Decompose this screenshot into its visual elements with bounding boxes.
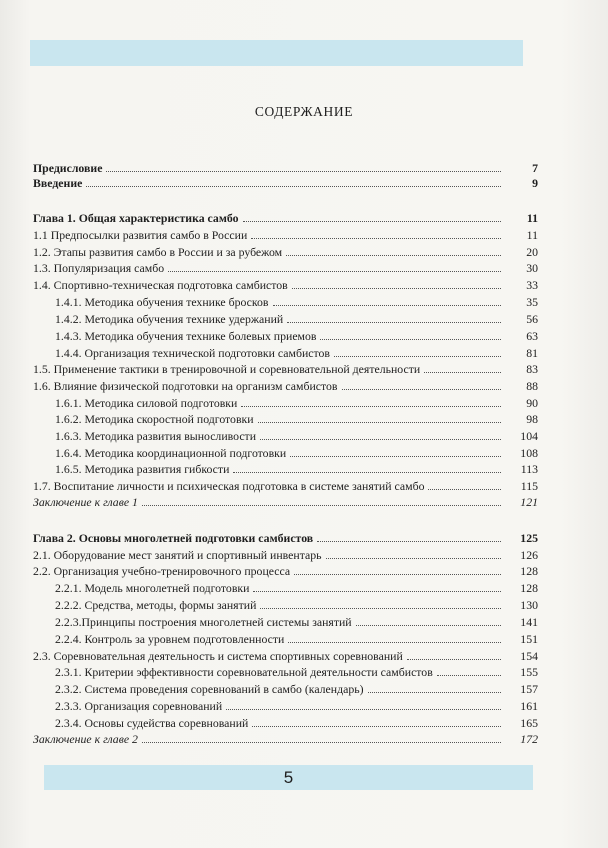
toc-entry-label: 1.4.4. Организация технической подготовки самбистов xyxy=(55,346,330,360)
toc-leader-dots xyxy=(290,455,501,457)
toc-entry xyxy=(33,344,538,360)
top-decorative-band xyxy=(30,40,523,66)
toc-entry-label: 1.6. Влияние физической подготовки на организм самбистов xyxy=(33,379,338,393)
toc-entry xyxy=(33,493,538,509)
toc-leader-dots xyxy=(142,504,501,506)
toc-entry-label: Глава 2. Основы многолетней подготовки самбистов xyxy=(33,531,314,545)
toc-leader-dots xyxy=(317,540,501,542)
toc-entry-page: 128 xyxy=(520,564,538,578)
toc-entry-label: 2.2.4. Контроль за уровнем подготовленности xyxy=(55,632,285,646)
toc-entry-page: 128 xyxy=(520,581,538,595)
toc-entry-label: 1.6.5. Методика развития гибкости xyxy=(55,462,230,476)
toc-entry xyxy=(33,697,538,713)
toc-entry-page: 56 xyxy=(526,312,538,326)
toc-entry xyxy=(33,546,538,562)
toc-entry-page: 33 xyxy=(526,278,538,292)
toc-leader-dots xyxy=(168,270,501,272)
toc-entry xyxy=(33,427,538,443)
toc-leader-dots xyxy=(407,658,501,660)
toc-entry-label: 1.6.2. Методика скоростной подготовки xyxy=(55,412,254,426)
toc-leader-dots xyxy=(260,607,501,609)
toc-entry xyxy=(33,377,538,393)
toc-entry-label: 2.3.3. Организация соревнований xyxy=(55,699,223,713)
toc-leader-dots xyxy=(252,725,501,727)
toc-entry-label: 1.7. Воспитание личности и психическая подготовка в системе занятий самбо xyxy=(33,479,425,493)
toc-leader-dots xyxy=(292,287,501,289)
toc-leader-dots xyxy=(86,185,501,187)
toc-leader-dots xyxy=(258,421,501,423)
toc-leader-dots xyxy=(368,691,501,693)
toc-entry xyxy=(33,730,538,746)
toc-entry-label: Глава 1. Общая характеристика самбо xyxy=(33,211,239,225)
toc-entry-page: 11 xyxy=(526,228,538,242)
toc-entry xyxy=(33,174,538,190)
toc-entry-page: 141 xyxy=(520,615,538,629)
toc-entry xyxy=(33,613,538,629)
toc-entry-label: 1.1 Предпосылки развития самбо в России xyxy=(33,228,248,242)
toc-entry xyxy=(33,562,538,578)
toc-entry-label: 2.3.2. Система проведения соревнований в самбо (календарь) xyxy=(55,682,364,696)
toc-entry-label: 1.3. Популяризация самбо xyxy=(33,261,165,275)
toc-entry-page: 88 xyxy=(526,379,538,393)
toc-entry-label: 2.1. Оборудование мест занятий и спортивный инвентарь xyxy=(33,548,322,562)
toc-entry-label: Введение xyxy=(33,176,83,190)
toc-entry-page: 125 xyxy=(520,531,538,545)
toc-leader-dots xyxy=(326,557,501,559)
toc-entry xyxy=(33,647,538,663)
toc-entry-page: 165 xyxy=(520,716,538,730)
page-title: СОДЕРЖАНИЕ xyxy=(254,104,354,119)
toc-entry-label: 2.2.2. Средства, методы, формы занятий xyxy=(55,598,257,612)
toc-entry xyxy=(33,477,538,493)
toc-leader-dots xyxy=(288,641,501,643)
toc-leader-dots xyxy=(356,624,501,626)
toc-entry-label: 1.2. Этапы развития самбо в России и за рубежом xyxy=(33,245,283,259)
toc-leader-dots xyxy=(253,590,501,592)
toc-entry xyxy=(33,159,538,175)
toc-entry xyxy=(33,579,538,595)
toc-entry xyxy=(33,310,538,326)
toc-entry-page: 151 xyxy=(520,632,538,646)
toc-entry-label: 2.3. Соревновательная деятельность и система спортивных соревнований xyxy=(33,649,403,663)
toc-leader-dots xyxy=(106,170,501,172)
toc-entry-label: 2.3.4. Основы судейства соревнований xyxy=(55,716,249,730)
toc-entry xyxy=(33,293,538,309)
toc-entry-page: 35 xyxy=(526,295,538,309)
toc-entry xyxy=(33,663,538,679)
toc-leader-dots xyxy=(342,388,501,390)
toc-entry-page: 155 xyxy=(520,665,538,679)
toc-entry-page: 98 xyxy=(526,412,538,426)
toc-entry-page: 7 xyxy=(532,161,538,175)
toc-entry-page: 161 xyxy=(520,699,538,713)
toc-entry-label: 1.6.4. Методика координационной подготовки xyxy=(55,446,287,460)
toc-leader-dots xyxy=(226,708,501,710)
toc-entry-label: 2.2. Организация учебно-тренировочного процесса xyxy=(33,564,291,578)
toc-entry-label: 1.5. Применение тактики в тренировочной и соревновательной деятельности xyxy=(33,362,421,376)
toc-entry xyxy=(33,630,538,646)
toc-entry xyxy=(33,596,538,612)
page-number: 5 xyxy=(283,768,294,787)
toc-leader-dots xyxy=(233,471,501,473)
toc-entry-page: 115 xyxy=(520,479,538,493)
toc-leader-dots xyxy=(243,220,501,222)
toc-entry xyxy=(33,327,538,343)
toc-leader-dots xyxy=(273,304,501,306)
toc-leader-dots xyxy=(334,355,501,357)
toc-entry-page: 81 xyxy=(526,346,538,360)
toc-entry xyxy=(33,460,538,476)
toc-entry xyxy=(33,680,538,696)
toc-entry-page: 90 xyxy=(526,396,538,410)
toc-entry-page: 20 xyxy=(526,245,538,259)
toc-entry-label: 1.6.3. Методика развития выносливости xyxy=(55,429,257,443)
toc-leader-dots xyxy=(320,338,501,340)
toc-leader-dots xyxy=(437,674,501,676)
toc-entry-label: Предисловие xyxy=(33,161,103,175)
toc-entry-page: 172 xyxy=(520,732,538,746)
toc-entry xyxy=(33,259,538,275)
toc-entry xyxy=(33,209,538,225)
toc-entry-page: 11 xyxy=(526,211,538,225)
toc-entry-label: 1.4. Спортивно-техническая подготовка самбистов xyxy=(33,278,288,292)
toc-entry xyxy=(33,226,538,242)
toc-entry-label: 2.2.1. Модель многолетней подготовки xyxy=(55,581,250,595)
toc-entry xyxy=(33,243,538,259)
toc-leader-dots xyxy=(424,371,501,373)
toc-entry-page: 63 xyxy=(526,329,538,343)
toc-entry-page: 130 xyxy=(520,598,538,612)
toc-entry xyxy=(33,410,538,426)
toc-entry-page: 9 xyxy=(532,176,538,190)
toc-entry xyxy=(33,276,538,292)
toc-leader-dots xyxy=(142,741,501,743)
toc-entry xyxy=(33,444,538,460)
toc-leader-dots xyxy=(241,405,501,407)
toc-entry-label: Заключение к главе 1 xyxy=(33,495,138,509)
toc-leader-dots xyxy=(260,438,501,440)
toc-entry-label: 1.4.2. Методика обучения технике удержаний xyxy=(55,312,284,326)
toc-entry-label: 1.4.1. Методика обучения технике бросков xyxy=(55,295,269,309)
toc-entry-page: 126 xyxy=(520,548,538,562)
toc-entry-label: 1.6.1. Методика силовой подготовки xyxy=(55,396,238,410)
toc-entry-page: 121 xyxy=(520,495,538,509)
toc-entry xyxy=(33,394,538,410)
toc-entry xyxy=(33,529,538,545)
toc-entry-page: 157 xyxy=(520,682,538,696)
toc-entry-page: 83 xyxy=(526,362,538,376)
toc-entry-page: 108 xyxy=(520,446,538,460)
toc-leader-dots xyxy=(286,254,501,256)
toc-entry-page: 104 xyxy=(520,429,538,443)
toc-leader-dots xyxy=(251,237,501,239)
toc-leader-dots xyxy=(428,488,501,490)
toc-entry xyxy=(33,360,538,376)
toc-entry-page: 30 xyxy=(526,261,538,275)
toc-leader-dots xyxy=(294,573,501,575)
toc-entry-label: 2.2.3.Принципы построения многолетней системы занятий xyxy=(55,615,352,629)
toc-entry-label: 2.3.1. Критерии эффективности соревновательной деятельности самбистов xyxy=(55,665,433,679)
toc-leader-dots xyxy=(287,321,501,323)
toc-entry-label: Заключение к главе 2 xyxy=(33,732,138,746)
toc-entry xyxy=(33,714,538,730)
toc-entry-page: 113 xyxy=(520,462,538,476)
toc-entry-label: 1.4.3. Методика обучения технике болевых приемов xyxy=(55,329,317,343)
toc-entry-page: 154 xyxy=(520,649,538,663)
